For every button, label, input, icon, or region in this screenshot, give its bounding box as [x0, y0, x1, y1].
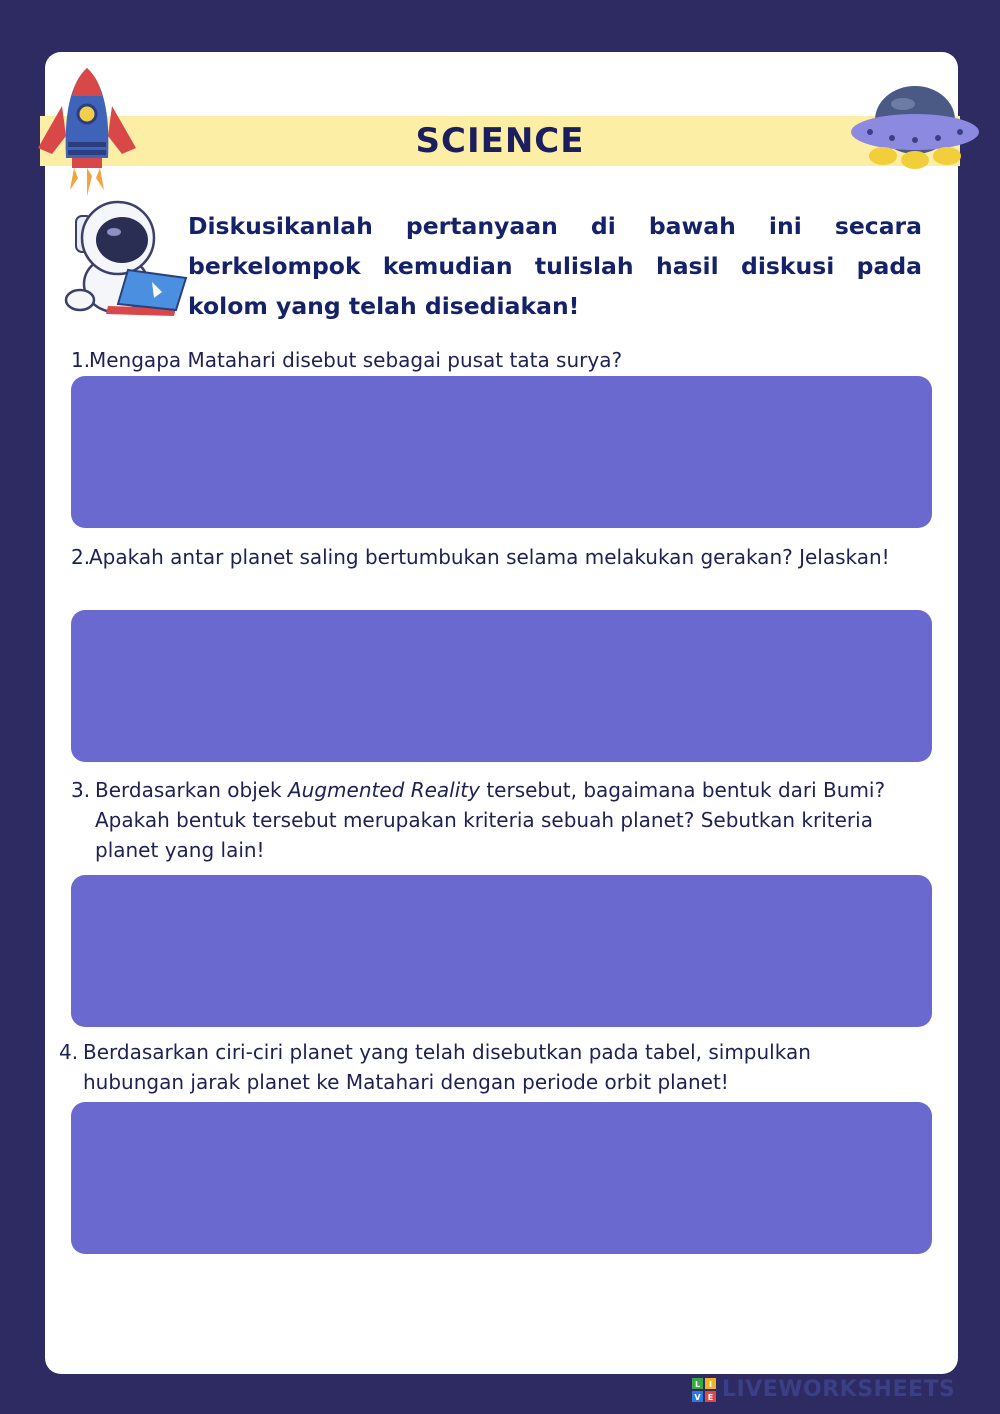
- liveworksheets-logo-icon: [692, 1378, 716, 1402]
- question-text-part: Berdasarkan objek: [95, 778, 288, 802]
- logo-letter: V: [694, 1393, 701, 1402]
- instructions-text: Diskusikanlah pertanyaan di bawah ini secara berkelompok kemudian tulislah hasil diskusi pada kolom yang telah disediakan!: [188, 212, 922, 320]
- logo-letter: I: [709, 1380, 712, 1389]
- astronaut-icon: [58, 198, 190, 324]
- page-title: SCIENCE: [415, 121, 585, 161]
- question-1: [71, 345, 931, 375]
- question-text: Berdasarkan ciri-ciri planet yang telah disebutkan pada tabel, simpulkan hubungan jarak planet ke Matahari dengan periode orbit planet!: [83, 1040, 811, 1094]
- question-text-part: tersebut, bagaimana bentuk dari Bumi? Apakah bentuk tersebut merupakan kriteria sebuah planet? Sebutkan kriteria planet yang lain!: [95, 778, 886, 862]
- question-text-emphasis: Augmented Reality: [288, 778, 480, 802]
- question-number: 3.: [71, 778, 91, 802]
- question-text: Apakah antar planet saling bertumbukan selama melakukan gerakan? Jelaskan!: [89, 545, 890, 569]
- question-number: 1.: [71, 348, 91, 372]
- question-3: [71, 775, 933, 865]
- question-number: 4.: [59, 1040, 79, 1064]
- ufo-icon: [848, 80, 982, 172]
- liveworksheets-brand[interactable]: [692, 1376, 992, 1404]
- logo-letter: L: [694, 1380, 701, 1389]
- logo-letter: E: [707, 1393, 714, 1402]
- question-text: Mengapa Matahari disebut sebagai pusat tata surya?: [89, 348, 623, 372]
- question-number: 2.: [71, 545, 91, 569]
- rocket-icon: [32, 66, 142, 198]
- answer-input-2[interactable]: [71, 610, 932, 762]
- question-text: [71, 775, 933, 865]
- answer-input-1[interactable]: [71, 376, 932, 528]
- brand-text: LIVEWORKSHEETS: [722, 1377, 956, 1402]
- question-4: [59, 1037, 899, 1097]
- answer-input-4[interactable]: [71, 1102, 932, 1254]
- question-2: [71, 542, 891, 572]
- answer-input-3[interactable]: [71, 875, 932, 1027]
